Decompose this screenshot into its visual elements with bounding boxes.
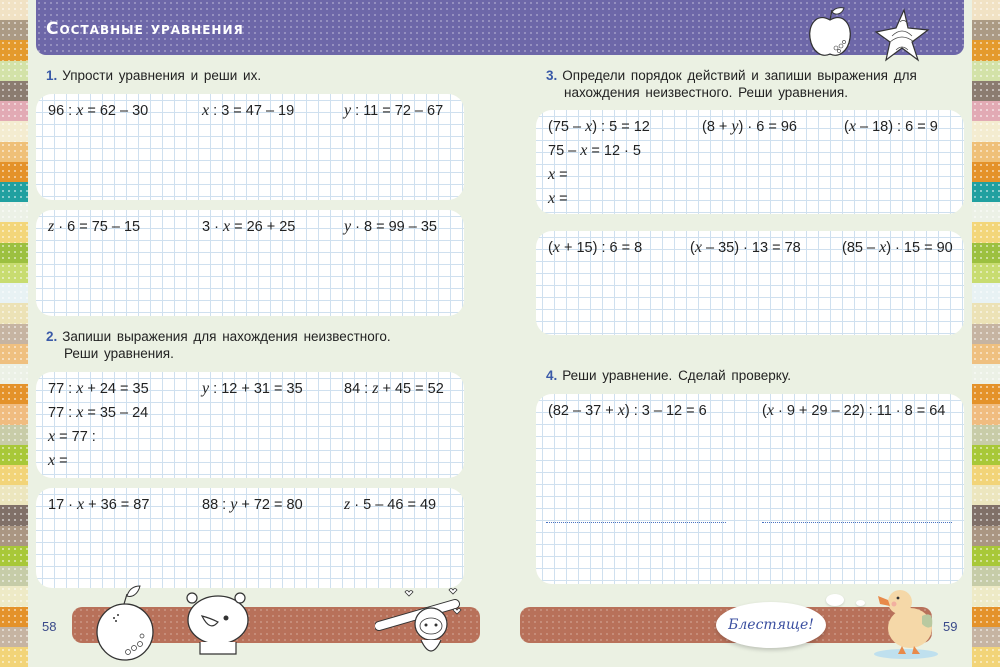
stripe-band — [972, 243, 1000, 263]
stripe-band — [972, 344, 1000, 364]
variable: y — [344, 102, 352, 119]
stripe-band — [972, 0, 1000, 20]
equation-part: + 45 = 52 — [378, 381, 444, 397]
equation — [762, 402, 945, 420]
equation-part: = — [555, 191, 568, 207]
equation — [548, 118, 650, 136]
stripe-band — [0, 344, 28, 364]
equation-part: – 35) · 13 = 78 — [701, 240, 801, 256]
stripe-band — [972, 364, 1000, 384]
equation-part: – 18) : 6 = 9 — [855, 119, 938, 135]
equation-part: Определи порядок действий и запиши выражения для — [562, 68, 917, 83]
variable: x — [694, 239, 702, 256]
equation-part: = — [555, 167, 568, 183]
equation-part: : 3 = 47 – 19 — [209, 103, 295, 119]
stripe-band — [0, 607, 28, 627]
stripe-band — [0, 404, 28, 424]
equation — [202, 218, 295, 236]
stripe-band — [0, 364, 28, 384]
sloth-icon — [375, 582, 467, 664]
equation-part: ( — [844, 119, 849, 135]
check-separator-line — [546, 522, 726, 523]
equation-part: 77 : — [48, 405, 77, 421]
task-1-title — [46, 67, 261, 84]
stripe-band — [972, 303, 1000, 323]
stripe-band — [0, 81, 28, 101]
equation-part: Реши уравнение. Сделай проверку. — [562, 368, 791, 383]
stripe-band — [0, 162, 28, 182]
orange-icon — [94, 584, 156, 662]
stripe-band — [972, 101, 1000, 121]
variable: x — [552, 239, 560, 256]
hippo-icon — [180, 588, 260, 660]
variable: y — [202, 380, 210, 397]
stripe-band — [0, 61, 28, 81]
task-2-answer-grid-2[interactable] — [36, 488, 464, 588]
stripe-band — [0, 101, 28, 121]
example-step — [48, 404, 148, 422]
equation-part: 75 – — [548, 143, 581, 159]
equation-part: = 62 – 30 — [83, 103, 149, 119]
equation-part: · 5 – 46 = 49 — [350, 497, 437, 513]
equation-part: (85 – — [842, 240, 880, 256]
stripe-band — [972, 384, 1000, 404]
check-separator-line — [762, 522, 952, 523]
equation-part: ) : 3 – 12 = 6 — [624, 403, 707, 419]
task-1-answer-grid-1[interactable] — [36, 94, 464, 200]
stripe-band — [0, 627, 28, 647]
equation-part: 4. — [546, 368, 558, 383]
star-icon — [874, 8, 930, 62]
equation-part: + 36 = 87 — [84, 497, 150, 513]
equation — [548, 239, 642, 257]
duckling-icon — [870, 582, 942, 660]
equation — [844, 118, 938, 136]
equation — [48, 380, 149, 398]
stripe-band — [972, 607, 1000, 627]
stripe-band — [0, 586, 28, 606]
equation-part: : 11 = 72 – 67 — [351, 103, 444, 119]
equation-part: = 26 + 25 — [230, 219, 296, 235]
variable: z — [48, 218, 55, 235]
variable: x — [76, 404, 84, 421]
equation-part: : 12 + 31 = 35 — [209, 381, 303, 397]
stripe-band — [972, 647, 1000, 667]
stripe-band — [972, 263, 1000, 283]
equation — [202, 380, 303, 398]
equation — [48, 218, 140, 236]
equation-part: Реши уравнения. — [64, 346, 174, 361]
stripe-band — [0, 182, 28, 202]
equation-part: 2. — [46, 329, 58, 344]
stripe-band — [972, 526, 1000, 546]
variable: x — [766, 402, 774, 419]
stripe-band — [972, 505, 1000, 525]
stripe-band — [972, 182, 1000, 202]
equation-part: + 15) : 6 = 8 — [559, 240, 643, 256]
variable: x — [76, 102, 84, 119]
stripe-band — [0, 40, 28, 60]
stripe-band — [0, 465, 28, 485]
equation-part: ) · 6 = 96 — [738, 119, 797, 135]
task-4-answer-grid[interactable] — [536, 394, 964, 584]
stripe-band — [0, 526, 28, 546]
stripe-band — [972, 162, 1000, 182]
variable: x — [76, 380, 84, 397]
variable: x — [202, 102, 210, 119]
variable: x — [48, 452, 56, 469]
equation-part: = — [55, 453, 68, 469]
stripe-band — [0, 121, 28, 141]
apple-icon — [806, 6, 854, 60]
task-3-answer-grid-1[interactable] — [536, 110, 964, 214]
equation — [344, 218, 437, 236]
example-step — [548, 166, 568, 184]
equation-part: + 24 = 35 — [83, 381, 149, 397]
equation — [842, 239, 953, 257]
stripe-band — [0, 222, 28, 242]
equation-part: ) · 15 = 90 — [886, 240, 953, 256]
stripe-band — [0, 243, 28, 263]
equation-part: Упрости уравнения и реши их. — [62, 68, 262, 83]
stripe-band — [972, 121, 1000, 141]
equation — [48, 496, 149, 514]
equation-part: 77 : — [48, 381, 77, 397]
equation — [344, 496, 436, 514]
page-header-banner — [36, 0, 964, 55]
stripe-band — [0, 283, 28, 303]
equation-part: 17 · — [48, 497, 78, 513]
stripe-band — [0, 303, 28, 323]
task-3-title — [546, 67, 917, 101]
equation-part: 3. — [546, 68, 558, 83]
stripe-band — [0, 445, 28, 465]
stripe-band — [972, 81, 1000, 101]
example-step — [548, 142, 641, 160]
stripe-band — [0, 485, 28, 505]
variable: z — [344, 496, 351, 513]
stripe-band — [972, 20, 1000, 40]
stripe-band — [0, 20, 28, 40]
stripe-band — [0, 263, 28, 283]
equation — [344, 380, 444, 398]
stripe-band — [972, 485, 1000, 505]
variable: x — [222, 218, 231, 235]
equation-part: 3 · — [202, 219, 223, 235]
equation — [202, 496, 303, 514]
equation-part: (75 – — [548, 119, 586, 135]
praise-speech-bubble — [716, 602, 826, 648]
task-2-title — [46, 328, 391, 362]
variable: x — [548, 190, 556, 207]
page-title: Составные уравнения — [46, 19, 244, 39]
equation-part: ( — [548, 240, 553, 256]
stripe-band — [0, 546, 28, 566]
stripe-band — [972, 202, 1000, 222]
equation — [548, 402, 707, 420]
equation — [344, 102, 443, 120]
variable: x — [48, 428, 56, 445]
stripe-band — [0, 142, 28, 162]
stripe-band — [972, 465, 1000, 485]
equation-part: нахождения неизвестного. Реши уравнения. — [564, 85, 848, 100]
example-step — [48, 452, 68, 470]
stripe-band — [972, 404, 1000, 424]
variable: y — [344, 218, 352, 235]
stripe-band — [972, 627, 1000, 647]
stripe-band — [0, 647, 28, 667]
equation-part: 96 : — [48, 103, 77, 119]
stripe-band — [972, 324, 1000, 344]
stripe-band — [0, 425, 28, 445]
equation-part: ( — [690, 240, 695, 256]
stripe-band — [972, 546, 1000, 566]
thought-bubble-dot — [826, 594, 844, 606]
left-color-stripe — [0, 0, 28, 667]
variable: x — [848, 118, 856, 135]
equation-part: 84 : — [344, 381, 373, 397]
stripe-band — [972, 425, 1000, 445]
page-number-left: 58 — [42, 619, 57, 634]
stripe-band — [0, 324, 28, 344]
equation — [202, 102, 294, 120]
equation-part: · 6 = 75 – 15 — [54, 219, 141, 235]
stripe-band — [0, 202, 28, 222]
stripe-band — [0, 384, 28, 404]
task-1-answer-grid-2[interactable] — [36, 210, 464, 316]
equation-part: ( — [762, 403, 767, 419]
equation — [48, 102, 148, 120]
equation-part: = 35 – 24 — [83, 405, 149, 421]
example-step — [48, 428, 96, 446]
equation — [690, 239, 801, 257]
equation-part: Запиши выражения для нахождения неизвестного. — [62, 329, 391, 344]
stripe-band — [0, 505, 28, 525]
page-number-right: 59 — [943, 619, 958, 634]
stripe-band — [972, 566, 1000, 586]
stripe-band — [0, 566, 28, 586]
equation-part: = 12 · 5 — [587, 143, 641, 159]
thought-bubble-dot — [856, 600, 865, 606]
variable: x — [617, 402, 625, 419]
variable: y — [731, 118, 739, 135]
stripe-band — [972, 283, 1000, 303]
praise-text: Блестяще! — [728, 617, 814, 633]
variable: x — [585, 118, 593, 135]
variable: z — [372, 380, 379, 397]
equation-part: (82 – 37 + — [548, 403, 618, 419]
right-color-stripe — [972, 0, 1000, 667]
stripe-band — [972, 40, 1000, 60]
variable: x — [548, 166, 556, 183]
task-3-answer-grid-2[interactable] — [536, 231, 964, 335]
equation-part: 88 : — [202, 497, 231, 513]
stripe-band — [972, 142, 1000, 162]
equation-part: · 8 = 99 – 35 — [351, 219, 437, 235]
task-2-answer-grid-1[interactable] — [36, 372, 464, 478]
equation-part: + 72 = 80 — [237, 497, 303, 513]
task-4-title — [546, 367, 791, 384]
stripe-band — [0, 0, 28, 20]
equation — [702, 118, 797, 136]
variable: x — [879, 239, 887, 256]
variable: y — [230, 496, 238, 513]
stripe-band — [972, 445, 1000, 465]
equation-part: · 9 + 29 – 22) : 11 · 8 = 64 — [773, 403, 946, 419]
equation-part: ) : 5 = 12 — [592, 119, 650, 135]
equation-part: = 77 : — [55, 429, 96, 445]
variable: x — [77, 496, 85, 513]
variable: x — [580, 142, 588, 159]
example-step — [548, 190, 568, 208]
stripe-band — [972, 586, 1000, 606]
stripe-band — [972, 61, 1000, 81]
stripe-band — [972, 222, 1000, 242]
equation-part: (8 + — [702, 119, 732, 135]
equation-part: 1. — [46, 68, 58, 83]
